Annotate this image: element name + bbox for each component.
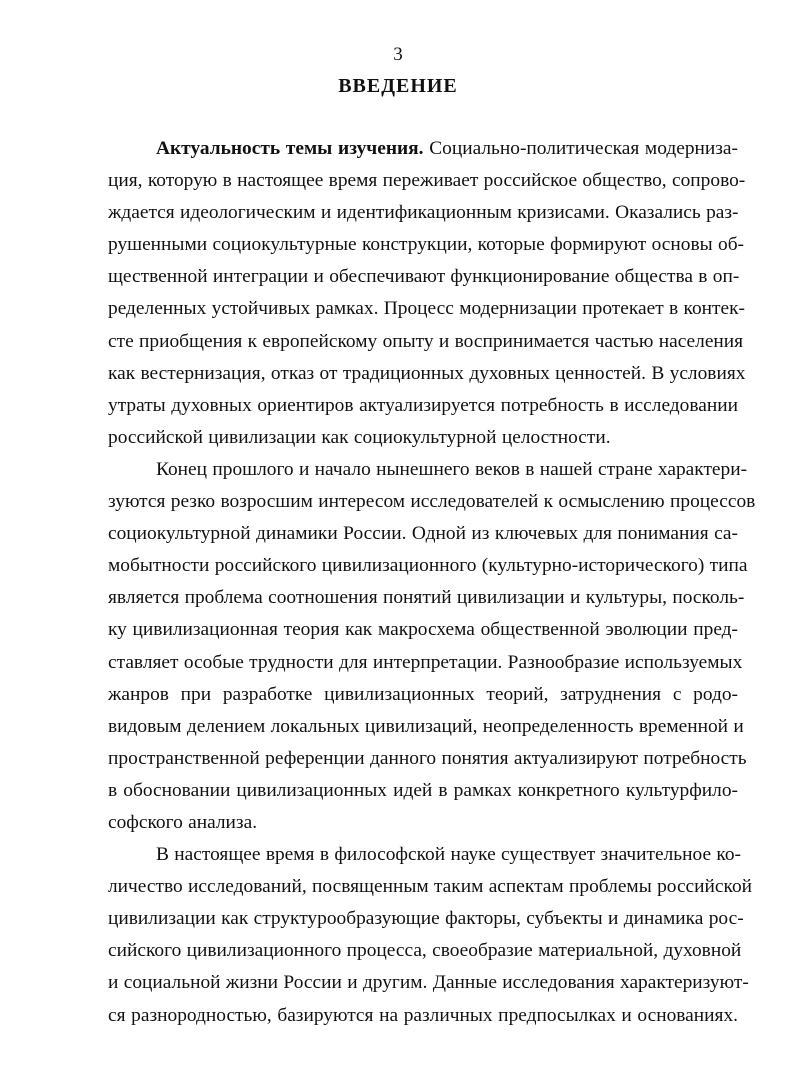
section-heading: ВВЕДЕНИЕ (338, 75, 458, 97)
text-line: и социальной жизни России и другим. Данные исследования характеризуют- (108, 972, 749, 994)
text-line: ределенных устойчивых рамках. Процесс модернизации протекает в контек- (108, 298, 745, 320)
text-line: мобытности российского цивилизационного (культурно-исторического) типа (108, 555, 748, 577)
paragraph-dynamics (108, 454, 756, 839)
text-line: щественной интеграции и обеспечивают функционирование общества в оп- (108, 266, 740, 288)
text-line: личество исследований, посвященным таким аспектам проблемы российской (108, 876, 753, 898)
text-line: российской цивилизации как социокультурной целостности. (108, 426, 611, 448)
text-line: утраты духовных ориентиров актуализируется потребность в исследовании (108, 394, 738, 416)
paragraph-research (108, 839, 753, 1032)
text-line: жанров при разработке цивилизационных теорий, затруднения с родо- (108, 683, 738, 705)
text-line: Конец прошлого и начало нынешнего веков в нашей стране характери- (156, 458, 748, 480)
lead-phrase: Актуальность темы изучения. (156, 138, 424, 159)
text-line: ция, которую в настоящее время переживает российское общество, сопрово- (108, 170, 746, 192)
text-line: сте приобщения к европейскому опыту и воспринимается частью населения (108, 330, 744, 352)
text-line: пространственной референции данного понятия актуализируют потребность (108, 747, 747, 769)
paragraph-relevance (108, 133, 746, 454)
text-line: зуются резко возросшим интересом исследователей к осмыслению процессов (108, 491, 756, 513)
text-line: ставляет особые трудности для интерпретации. Разнообразие используемых (108, 651, 743, 673)
text-line: ждается идеологическим и идентификационным кризисами. Оказались раз- (108, 202, 739, 224)
text-line: видовым делением локальных цивилизаций, неопределенность временной и (108, 715, 744, 737)
text-line: рушенными социокультурные конструкции, которые формируют основы об- (108, 234, 745, 256)
text-line: как вестернизация, отказ от традиционных духовных ценностей. В условиях (108, 362, 746, 384)
text-line: цивилизации как структурообразующие факторы, субъекты и динамика рос- (108, 908, 744, 930)
text-line: софского анализа. (108, 811, 258, 833)
text-line: является проблема соотношения понятий цивилизации и культуры, посколь- (108, 587, 745, 609)
text-line: Актуальность темы изучения. Социально-политическая модерниза- (156, 138, 738, 159)
text-line: ся разнородностью, базируются на различных предпосылках и основаниях. (108, 1004, 738, 1026)
text-line: В настоящее время в философской науке существует значительное ко- (156, 844, 741, 866)
text-line: в обосновании цивилизационных идей в рамках конкретного культурфило- (108, 779, 738, 801)
text-line: ку цивилизационная теория как макросхема общественной эволюции пред- (108, 619, 738, 641)
text-line: сийского цивилизационного процесса, своеобразие материальной, духовной (108, 940, 742, 962)
text-line: социокультурной динамики России. Одной из ключевых для понимания са- (108, 523, 738, 545)
body-text (108, 133, 756, 1032)
page-number: 3 (393, 44, 403, 65)
